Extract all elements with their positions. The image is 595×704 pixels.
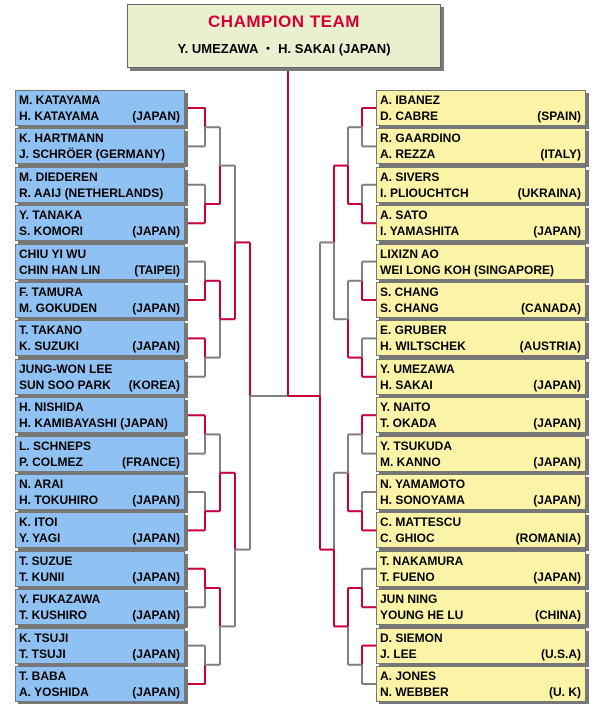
- team-country: (JAPAN): [132, 224, 180, 239]
- team-country: [180, 185, 181, 201]
- player-2-name: T. KUSHIRO: [19, 608, 88, 623]
- player-1-name: T. SUZUE: [19, 553, 73, 568]
- player-1-name: LIXIZN AO: [380, 246, 439, 261]
- left-team-5: [15, 244, 185, 280]
- left-team-1: [15, 90, 185, 126]
- team-country: (KOREA): [128, 377, 180, 392]
- team-country: [180, 415, 181, 431]
- right-team-11: [376, 474, 586, 510]
- player-1-name: CHIU YI WU: [19, 246, 87, 261]
- player-1-name: Y. UMEZAWA: [380, 361, 455, 376]
- team-country: (JAPAN): [533, 454, 581, 469]
- player-2-name: M. KANNO: [380, 454, 441, 469]
- player-2-name: YOUNG HE LU: [380, 608, 464, 623]
- team-country: (JAPAN): [132, 339, 180, 354]
- player-2-name: S. CHANG: [380, 301, 439, 315]
- team-country: (JAPAN): [132, 109, 180, 123]
- left-team-12: [15, 512, 185, 548]
- team-country: (CANADA): [521, 301, 581, 315]
- left-team-14: [15, 589, 185, 625]
- left-team-13: [15, 551, 185, 587]
- left-team-3: [15, 167, 185, 203]
- player-2-name: SUN SOO PARK: [19, 377, 111, 392]
- team-country: [581, 262, 582, 278]
- player-2-name: T. KUNII: [19, 569, 65, 584]
- player-1-name: M. KATAYAMA: [19, 93, 101, 107]
- champion-names: Y. UMEZAWA ・ H. SAKAI (JAPAN): [177, 41, 391, 56]
- player-2-name: A. REZZA: [380, 147, 436, 162]
- player-2-name: T. TSUJI: [19, 646, 66, 661]
- team-country: (JAPAN): [132, 301, 180, 315]
- right-team-9: [376, 397, 586, 433]
- player-1-name: Y. TSUKUDA: [380, 438, 453, 453]
- player-2-name: D. CABRE: [380, 109, 439, 123]
- team-country: (JAPAN): [533, 377, 581, 392]
- player-1-name: K. TSUJI: [19, 630, 69, 645]
- right-team-14: [376, 589, 586, 625]
- player-1-name: N. YAMAMOTO: [380, 477, 466, 491]
- left-team-4: [15, 205, 185, 241]
- player-1-name: JUNG-WON LEE: [19, 361, 113, 376]
- team-country: (ITALY): [540, 147, 581, 162]
- right-team-7: [376, 320, 586, 356]
- player-2-name: T. OKADA: [380, 416, 437, 431]
- left-team-6: [15, 282, 185, 318]
- player-1-name: A. SIVERS: [380, 169, 440, 184]
- team-country: (ROMANIA): [515, 531, 581, 546]
- right-team-10: [376, 436, 586, 472]
- player-2-name: A. YOSHIDA: [19, 685, 89, 699]
- left-team-11: [15, 474, 185, 510]
- player-1-name: L. SCHNEPS: [19, 438, 92, 453]
- team-country: (JAPAN): [533, 493, 581, 507]
- player-2-name: Y. YAGI: [19, 531, 61, 546]
- team-country: (JAPAN): [132, 569, 180, 584]
- left-team-7: [15, 320, 185, 356]
- team-country: (JAPAN): [132, 531, 180, 546]
- left-team-2: [15, 128, 185, 164]
- champion-box: [127, 4, 441, 68]
- player-1-name: K. ITOI: [19, 515, 58, 530]
- player-2-name: N. WEBBER: [380, 685, 449, 699]
- player-1-name: Y. TANAKA: [19, 208, 83, 223]
- player-2-name: T. FUENO: [380, 569, 435, 584]
- player-1-name: F. TAMURA: [19, 285, 83, 299]
- player-1-name: Y. FUKAZAWA: [19, 592, 101, 607]
- player-1-name: R. GAARDINO: [380, 131, 461, 146]
- left-team-15: [15, 628, 185, 664]
- team-country: (JAPAN): [132, 608, 180, 623]
- player-1-name: N. ARAI: [19, 477, 64, 491]
- player-1-name: E. GRUBER: [380, 323, 447, 338]
- team-country: (U.S.A): [541, 646, 581, 661]
- left-team-10: [15, 436, 185, 472]
- right-team-8: [376, 359, 586, 395]
- player-1-name: K. HARTMANN: [19, 131, 104, 146]
- right-team-5: [376, 244, 586, 280]
- player-2-name: M. GOKUDEN: [19, 301, 97, 315]
- player-2-name: I. YAMASHITA: [380, 224, 460, 239]
- champion-title: CHAMPION TEAM: [208, 12, 360, 31]
- team-country: [180, 146, 181, 162]
- player-2-name: I. PLIOUCHTCH: [380, 185, 469, 200]
- player-2-name: J. LEE: [380, 646, 417, 661]
- left-team-9: [15, 397, 185, 433]
- team-country: (JAPAN): [132, 646, 180, 661]
- player-2-name: H. KATAYAMA: [19, 109, 100, 123]
- right-team-16: [376, 666, 586, 702]
- player-2-name: R. AAIJ (NETHERLANDS): [19, 185, 164, 200]
- right-team-2: [376, 128, 586, 164]
- right-team-12: [376, 512, 586, 548]
- team-country: (JAPAN): [132, 685, 180, 699]
- player-2-name: H. SONOYAMA: [380, 493, 465, 507]
- player-2-name: J. SCHRÖER (GERMANY): [19, 147, 166, 162]
- player-1-name: H. NISHIDA: [19, 400, 84, 415]
- player-1-name: M. DIEDEREN: [19, 169, 98, 184]
- player-2-name: H. KAMIBAYASHI (JAPAN): [19, 416, 168, 431]
- player-2-name: C. GHIOC: [380, 531, 435, 546]
- team-country: (TAIPEI): [134, 262, 180, 277]
- right-team-6: [376, 282, 586, 318]
- player-1-name: T. NAKAMURA: [380, 553, 464, 568]
- team-country: (CHINA): [535, 608, 581, 623]
- player-2-name: K. SUZUKI: [19, 339, 79, 354]
- player-2-name: WEI LONG KOH (SINGAPORE): [380, 262, 554, 277]
- right-team-13: [376, 551, 586, 587]
- player-1-name: C. MATTESCU: [380, 515, 462, 530]
- right-team-1: [376, 90, 586, 126]
- left-team-8: [15, 359, 185, 395]
- team-country: (SPAIN): [537, 109, 581, 123]
- player-1-name: T. BABA: [19, 669, 67, 683]
- player-1-name: A. JONES: [380, 669, 437, 683]
- right-team-15: [376, 628, 586, 664]
- player-2-name: H. SAKAI: [380, 377, 433, 392]
- left-team-16: [15, 666, 185, 702]
- player-2-name: H. TOKUHIRO: [19, 493, 99, 507]
- team-country: (JAPAN): [533, 569, 581, 584]
- right-team-4: [376, 205, 586, 241]
- player-1-name: A. SATO: [380, 208, 428, 223]
- team-country: (JAPAN): [132, 493, 180, 507]
- team-country: (UKRAINA): [517, 185, 581, 200]
- player-1-name: JUN NING: [380, 592, 438, 607]
- player-1-name: Y. NAITO: [380, 400, 431, 415]
- team-country: (U. K): [549, 685, 581, 699]
- player-1-name: D. SIEMON: [380, 630, 443, 645]
- player-1-name: T. TAKANO: [19, 323, 83, 338]
- player-2-name: CHIN HAN LIN: [19, 262, 101, 277]
- team-country: (FRANCE): [122, 454, 180, 469]
- right-team-3: [376, 167, 586, 203]
- player-2-name: P. COLMEZ: [19, 454, 83, 469]
- player-1-name: S. CHANG: [380, 285, 439, 299]
- player-1-name: A. IBANEZ: [380, 93, 440, 107]
- team-country: (JAPAN): [533, 224, 581, 239]
- team-country: (JAPAN): [533, 416, 581, 431]
- player-2-name: S. KOMORI: [19, 224, 84, 239]
- player-2-name: H. WILTSCHEK: [380, 339, 466, 354]
- team-country: (AUSTRIA): [519, 339, 581, 354]
